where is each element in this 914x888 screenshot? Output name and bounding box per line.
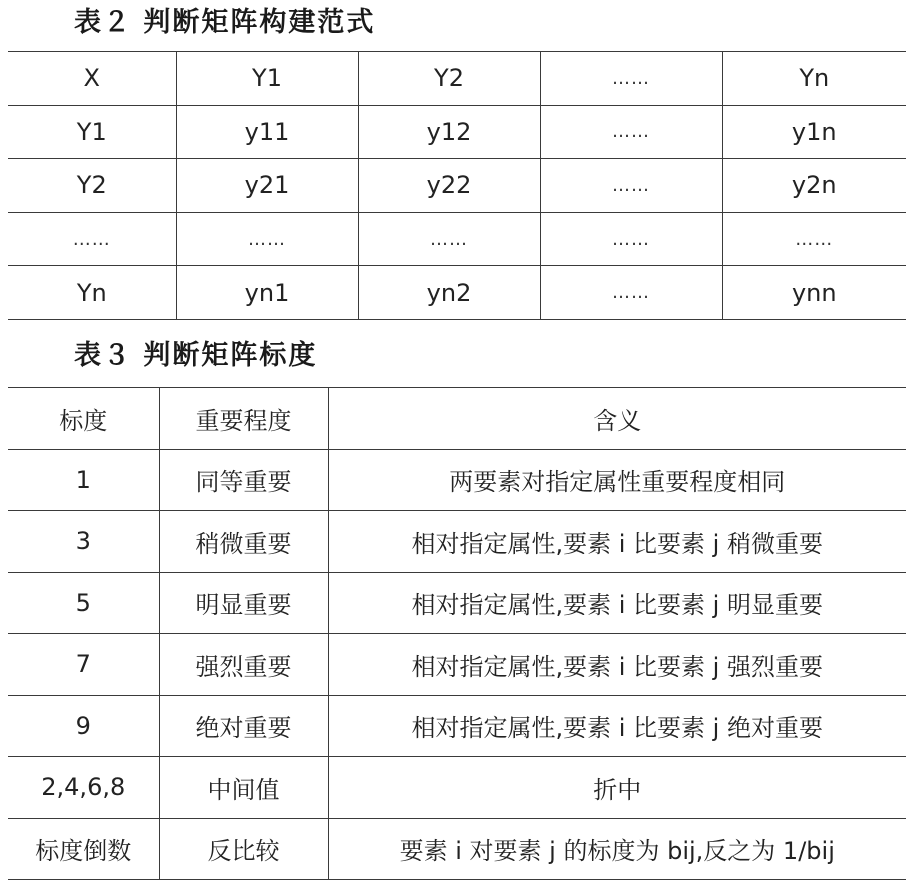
scale-value-cell: 标度倒数 — [8, 818, 159, 880]
judgment-scale-table — [8, 387, 906, 880]
header-cell-meaning: 含义 — [328, 388, 906, 450]
matrix-cell: y11 — [176, 105, 358, 159]
matrix-cell: Y1 — [176, 52, 358, 106]
matrix-cell: …… — [358, 212, 540, 266]
matrix-cell: X — [8, 52, 176, 106]
matrix-row — [8, 212, 906, 266]
scale-row — [8, 511, 906, 573]
meaning-cell: 相对指定属性,要素 i 比要素 j 明显重要 — [328, 572, 906, 634]
meaning-cell: 两要素对指定属性重要程度相同 — [328, 449, 906, 511]
scale-header-row — [8, 388, 906, 450]
scale-row — [8, 818, 906, 880]
scale-value-cell: 1 — [8, 449, 159, 511]
matrix-cell: y2n — [722, 159, 906, 213]
scale-row — [8, 695, 906, 757]
importance-cell: 明显重要 — [159, 572, 328, 634]
scale-value-cell: 9 — [8, 695, 159, 757]
table2-caption: 表２ 判断矩阵构建范式 — [74, 7, 376, 38]
importance-cell: 同等重要 — [159, 449, 328, 511]
importance-cell: 绝对重要 — [159, 695, 328, 757]
meaning-cell: 折中 — [328, 757, 906, 819]
matrix-cell: yn1 — [176, 266, 358, 320]
header-cell-importance: 重要程度 — [159, 388, 328, 450]
matrix-cell: Y2 — [358, 52, 540, 106]
scale-value-cell: 3 — [8, 511, 159, 573]
scale-value-cell: 2,4,6,8 — [8, 757, 159, 819]
matrix-row — [8, 105, 906, 159]
matrix-cell: Yn — [722, 52, 906, 106]
scale-row — [8, 572, 906, 634]
matrix-row — [8, 52, 906, 106]
matrix-cell: Yn — [8, 266, 176, 320]
scale-row — [8, 757, 906, 819]
matrix-cell: …… — [540, 159, 722, 213]
header-cell-scale: 标度 — [8, 388, 159, 450]
importance-cell: 反比较 — [159, 818, 328, 880]
matrix-cell: …… — [540, 266, 722, 320]
scale-value-cell: 7 — [8, 634, 159, 696]
scale-value-cell: 5 — [8, 572, 159, 634]
matrix-cell: y22 — [358, 159, 540, 213]
scale-row — [8, 634, 906, 696]
judgment-matrix-table — [8, 51, 906, 320]
matrix-cell: …… — [540, 105, 722, 159]
meaning-cell: 要素 i 对要素 j 的标度为 bij,反之为 1/bij — [328, 818, 906, 880]
meaning-cell: 相对指定属性,要素 i 比要素 j 强烈重要 — [328, 634, 906, 696]
matrix-cell: y21 — [176, 159, 358, 213]
matrix-row — [8, 266, 906, 320]
meaning-cell: 相对指定属性,要素 i 比要素 j 绝对重要 — [328, 695, 906, 757]
meaning-cell: 相对指定属性,要素 i 比要素 j 稍微重要 — [328, 511, 906, 573]
matrix-cell: yn2 — [358, 266, 540, 320]
matrix-cell: y12 — [358, 105, 540, 159]
matrix-cell: Y1 — [8, 105, 176, 159]
matrix-row — [8, 159, 906, 213]
importance-cell: 中间值 — [159, 757, 328, 819]
importance-cell: 强烈重要 — [159, 634, 328, 696]
matrix-cell: …… — [540, 52, 722, 106]
importance-cell: 稍微重要 — [159, 511, 328, 573]
matrix-cell: ynn — [722, 266, 906, 320]
scale-row — [8, 449, 906, 511]
matrix-cell: …… — [8, 212, 176, 266]
matrix-cell: …… — [176, 212, 358, 266]
matrix-cell: y1n — [722, 105, 906, 159]
matrix-cell: …… — [722, 212, 906, 266]
table3-caption: 表３ 判断矩阵标度 — [74, 340, 318, 371]
matrix-cell: Y2 — [8, 159, 176, 213]
matrix-cell: …… — [540, 212, 722, 266]
